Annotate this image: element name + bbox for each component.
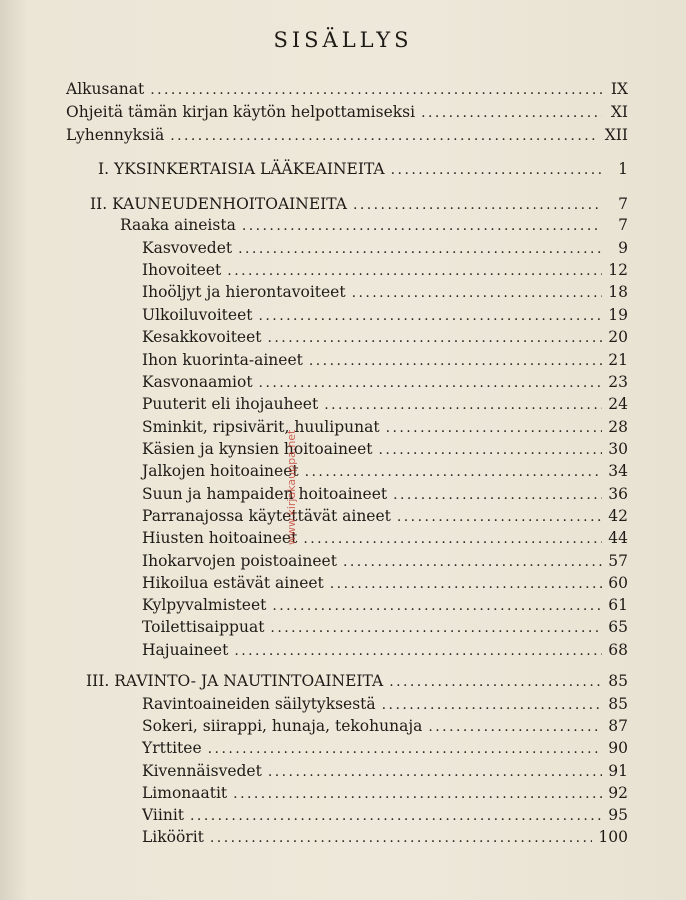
toc-entry-page: 30 — [608, 440, 628, 458]
toc-entry-label: Hajuaineet — [142, 641, 229, 659]
toc-entry-label: Alkusanat — [66, 80, 145, 98]
toc-entry-page: 20 — [608, 328, 628, 346]
toc-entry-page: 100 — [598, 828, 628, 846]
toc-entry — [142, 326, 628, 349]
dot-leader — [386, 417, 602, 439]
toc-entry-label: Kivennäisvedet — [142, 762, 262, 780]
dot-leader — [389, 671, 602, 693]
toc-entry-label: Lyhennyksiä — [66, 126, 165, 144]
toc-entry-label: Hikoilua estävät aineet — [142, 574, 324, 592]
toc-entry — [120, 214, 628, 237]
toc-entry-label: Limonaatit — [142, 784, 228, 802]
toc-entry-page: 24 — [608, 395, 628, 413]
toc-entry — [142, 281, 628, 304]
toc-entry — [142, 349, 628, 372]
toc-entry — [142, 416, 628, 439]
dot-leader — [268, 327, 603, 349]
toc-entry-page: 61 — [608, 596, 628, 614]
toc-entry — [86, 670, 628, 693]
dot-leader — [150, 79, 602, 101]
dot-leader — [238, 238, 602, 260]
toc-entry — [142, 782, 628, 805]
watermark: www.kirjakauppa.net — [285, 429, 298, 545]
dot-leader — [353, 194, 602, 216]
dot-leader — [382, 694, 602, 716]
toc-entry-page: 7 — [618, 195, 628, 213]
toc-entry-label: Toilettisaippuat — [142, 618, 265, 636]
toc-entry — [142, 715, 628, 738]
toc-entry-page: 36 — [608, 485, 628, 503]
toc-entry — [142, 826, 628, 849]
toc-entry-label: III. RAVINTO- JA NAUTINTOAINEITA — [86, 672, 384, 690]
dot-leader — [352, 282, 602, 304]
dot-leader — [428, 716, 602, 738]
dot-leader — [305, 461, 602, 483]
dot-leader — [393, 484, 602, 506]
toc-entry-page: 57 — [608, 552, 628, 570]
toc-entry — [142, 527, 628, 550]
toc-entry-label: Ihoöljyt ja hierontavoiteet — [142, 283, 346, 301]
toc-entry-page: 12 — [608, 261, 628, 279]
dot-leader — [233, 783, 602, 805]
dot-leader — [330, 573, 602, 595]
toc-entry-page: XI — [610, 103, 628, 121]
dot-leader — [397, 506, 602, 528]
toc-entry — [142, 483, 628, 506]
toc-entry-label: Kesakkovoiteet — [142, 328, 262, 346]
toc-entry-page: 91 — [608, 762, 628, 780]
toc-entry — [142, 639, 628, 662]
toc-entry-page: 90 — [608, 739, 628, 757]
toc-entry-label: Ihovoiteet — [142, 261, 222, 279]
toc-entry-label: Raaka aineista — [120, 216, 236, 234]
toc-entry-label: Sokeri, siirappi, hunaja, tekohunaja — [142, 717, 423, 735]
toc-entry — [142, 594, 628, 617]
toc-entry-label: Hiusten hoitoaineet — [142, 529, 298, 547]
toc-entry — [142, 505, 628, 528]
toc-entry-label: II. KAUNEUDENHOITOAINEITA — [90, 195, 347, 213]
dot-leader — [421, 102, 602, 124]
dot-leader — [259, 372, 602, 394]
toc-entry-page: 21 — [608, 351, 628, 369]
dot-leader — [170, 125, 599, 147]
toc-entry-page: IX — [610, 80, 628, 98]
toc-entry — [98, 158, 628, 181]
dot-leader — [227, 260, 602, 282]
toc-entry — [142, 693, 628, 716]
toc-entry-label: Ulkoiluvoiteet — [142, 306, 253, 324]
toc-entry-page: 18 — [608, 283, 628, 301]
toc-entry — [142, 438, 628, 461]
toc-entry-label: Ihokarvojen poistoaineet — [142, 552, 337, 570]
toc-entry — [142, 304, 628, 327]
toc-entry-label: Viinit — [142, 806, 185, 824]
dot-leader — [259, 305, 603, 327]
toc-entry-label: Ravintoaineiden säilytyksestä — [142, 695, 376, 713]
dot-leader — [242, 215, 602, 237]
toc-entry-page: 42 — [608, 507, 628, 525]
toc-entry-label: Kasvonaamiot — [142, 373, 253, 391]
toc-entry-page: 23 — [608, 373, 628, 391]
toc-entry-page: 28 — [608, 418, 628, 436]
toc-entry-label: Kylpyvalmisteet — [142, 596, 267, 614]
toc-entry-page: 34 — [608, 462, 628, 480]
dot-leader — [270, 617, 602, 639]
toc-entry-label: Kasvovedet — [142, 239, 233, 257]
dot-leader — [210, 827, 593, 849]
toc-entry — [90, 193, 628, 216]
toc-entry — [142, 572, 628, 595]
toc-entry — [142, 804, 628, 827]
toc-entry — [142, 616, 628, 639]
toc-entry-page: 60 — [608, 574, 628, 592]
dot-leader — [234, 640, 602, 662]
toc-entry-page: 92 — [608, 784, 628, 802]
dot-leader — [343, 551, 602, 573]
toc-entry-page: 1 — [618, 160, 628, 178]
dot-leader — [268, 761, 602, 783]
toc-entry — [142, 237, 628, 260]
toc-entry-page: 85 — [608, 672, 628, 690]
dot-leader — [324, 394, 602, 416]
toc-entry-page: XII — [604, 126, 628, 144]
toc-entry-page: 65 — [608, 618, 628, 636]
toc-entry-label: Liköörit — [142, 828, 204, 846]
toc-entry-label: Parranajossa käytettävät aineet — [142, 507, 391, 525]
toc-entry — [66, 78, 628, 101]
toc-entry-label: Yrttitee — [142, 739, 202, 757]
dot-leader — [190, 805, 602, 827]
toc-entry — [142, 760, 628, 783]
toc-entry — [66, 124, 628, 147]
toc-entry — [142, 737, 628, 760]
dot-leader — [272, 595, 602, 617]
dot-leader — [309, 350, 602, 372]
dot-leader — [379, 439, 602, 461]
toc-entry-page: 68 — [608, 641, 628, 659]
dot-leader — [303, 528, 602, 550]
toc-entry — [142, 550, 628, 573]
toc-entry-label: Jalkojen hoitoaineet — [142, 462, 299, 480]
toc-entry-page: 19 — [608, 306, 628, 324]
page-title: SISÄLLYS — [273, 28, 413, 52]
toc-entry-page: 85 — [608, 695, 628, 713]
toc-entry-label: Käsien ja kynsien hoitoaineet — [142, 440, 373, 458]
dot-leader — [208, 738, 602, 760]
toc-entry-page: 44 — [608, 529, 628, 547]
toc-entry-page: 7 — [618, 216, 628, 234]
toc-entry-label: I. YKSINKERTAISIA LÄÄKEAINEITA — [98, 160, 385, 178]
toc-entry-page: 87 — [608, 717, 628, 735]
toc-entry-label: Ihon kuorinta-aineet — [142, 351, 303, 369]
toc-entry — [66, 101, 628, 124]
toc-entry-label: Suun ja hampaiden hoitoaineet — [142, 485, 388, 503]
toc-entry — [142, 460, 628, 483]
dot-leader — [391, 159, 602, 181]
toc-entry-label: Sminkit, ripsivärit, huulipunat — [142, 418, 380, 436]
toc-entry — [142, 371, 628, 394]
toc-entry-page: 95 — [608, 806, 628, 824]
toc-entry-page: 9 — [618, 239, 628, 257]
toc-entry — [142, 259, 628, 282]
toc-entry — [142, 393, 628, 416]
toc-entry-label: Ohjeitä tämän kirjan käytön helpottamiseksi — [66, 103, 416, 121]
toc-entry-label: Puuterit eli ihojauheet — [142, 395, 319, 413]
